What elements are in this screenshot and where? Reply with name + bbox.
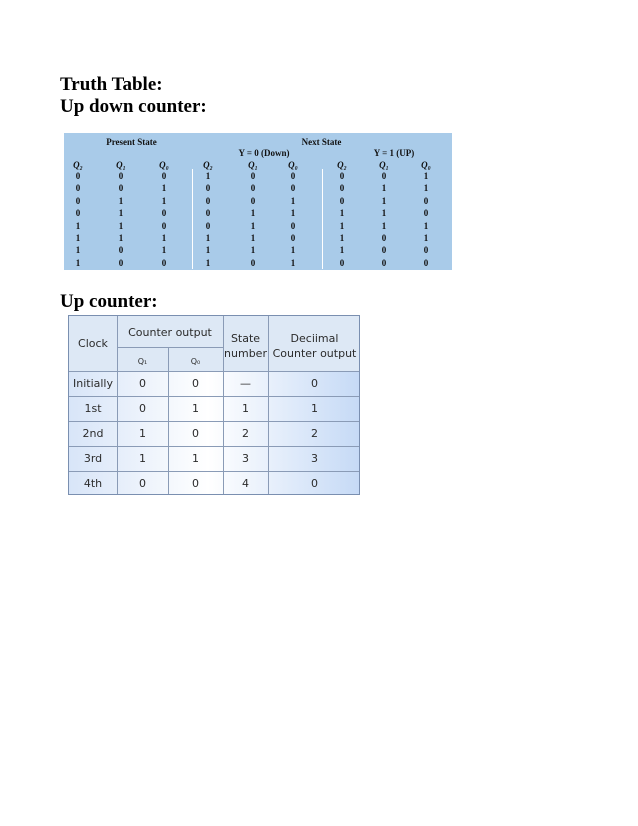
- table-cell: 1: [75, 257, 81, 268]
- column-header: Q₂: [337, 160, 347, 170]
- table-cell: 1: [205, 171, 211, 181]
- column-divider: [168, 347, 169, 495]
- table-cell: 0: [205, 183, 211, 194]
- table-cell: 0: [290, 183, 296, 194]
- table-cell: 0: [139, 402, 146, 415]
- table-cell: 0: [311, 477, 318, 490]
- table-cell: 1: [339, 233, 345, 243]
- table-cell: 1: [75, 220, 81, 231]
- table-cell: 0: [161, 220, 167, 231]
- table-cell: 1: [192, 452, 199, 465]
- clock-cell: 1st: [84, 402, 102, 415]
- table-cell: 0: [192, 427, 199, 440]
- table-cell: 1: [118, 233, 124, 243]
- table-cell: 0: [118, 257, 124, 268]
- table-cell: 0: [75, 183, 81, 194]
- table-cell: 0: [381, 245, 387, 256]
- table-cell: 0: [161, 257, 167, 268]
- table-cell: 1: [161, 233, 167, 243]
- table-cell: 0: [339, 183, 345, 194]
- table-cell: 1: [250, 220, 256, 231]
- table-cell: 1: [423, 171, 429, 181]
- table-cell: 1: [311, 402, 318, 415]
- table-cell: 0: [161, 208, 167, 219]
- table-cell: 1: [205, 257, 211, 268]
- decimal-output-header-line1: Deciimal: [290, 332, 339, 345]
- column-header: Q₂: [73, 160, 83, 170]
- column-header: Q₁: [379, 160, 389, 170]
- table-cell: 1: [118, 195, 124, 206]
- column-header: Q₀: [421, 160, 431, 170]
- table-cell: 0: [75, 208, 81, 219]
- table-cell: 0: [339, 171, 345, 181]
- table-cell: 0: [192, 377, 199, 390]
- table-cell: 0: [118, 245, 124, 256]
- table-cell: 1: [381, 208, 387, 219]
- table-cell: 1: [381, 183, 387, 194]
- table-cell: 1: [75, 245, 81, 256]
- table-cell: 0: [139, 377, 146, 390]
- table-cell: 0: [161, 171, 167, 181]
- table-cell: 1: [192, 402, 199, 415]
- truth-table-heading: Truth Table:: [60, 74, 163, 95]
- present-next-divider: [192, 169, 193, 269]
- down-label: Y = 0 (Down): [238, 148, 290, 158]
- table-cell: 2: [242, 427, 249, 440]
- up-counter-heading: Up counter:: [60, 291, 158, 312]
- present-state-label: Present State: [106, 137, 157, 147]
- table-cell: 1: [339, 208, 345, 219]
- table-cell: 1: [161, 195, 167, 206]
- table-cell: 0: [423, 257, 429, 268]
- table-cell: 1: [339, 245, 345, 256]
- table-cell: 1: [205, 233, 211, 243]
- table-cell: 1: [250, 245, 256, 256]
- table-cell: 0: [339, 195, 345, 206]
- table-cell: 1: [423, 183, 429, 194]
- row-divider: [69, 396, 359, 397]
- next-state-label: Next State: [301, 137, 342, 147]
- table-cell: 0: [339, 257, 345, 268]
- table-cell: 1: [139, 427, 146, 440]
- up-label: Y = 1 (UP): [373, 148, 415, 158]
- table-cell: 1: [139, 452, 146, 465]
- down-up-divider: [322, 169, 323, 269]
- table-cell: 0: [381, 171, 387, 181]
- column-header: Q₀: [288, 160, 298, 170]
- table-cell: 1: [290, 195, 296, 206]
- row-divider: [69, 471, 359, 472]
- table-cell: 0: [423, 245, 429, 256]
- table-cell: 1: [290, 257, 296, 268]
- table-cell: 1: [290, 208, 296, 219]
- clock-cell: 4th: [83, 477, 103, 490]
- counter-output-header: Counter output: [128, 326, 212, 339]
- table-cell: 0: [250, 171, 256, 181]
- clock-cell: 2nd: [82, 427, 104, 440]
- table-cell: 1: [290, 245, 296, 256]
- table-cell: 0: [139, 477, 146, 490]
- table-cell: 0: [381, 233, 387, 243]
- table-cell: 0: [311, 377, 318, 390]
- q0-subheader: Q₀: [190, 357, 201, 366]
- table-cell: 3: [242, 452, 249, 465]
- table-cell: 0: [250, 257, 256, 268]
- table-cell: 1: [423, 233, 429, 243]
- table-cell: 0: [118, 171, 124, 181]
- table-cell: 1: [250, 208, 256, 219]
- decimal-output-header-line2: Counter output: [272, 347, 357, 360]
- table-cell: 1: [250, 233, 256, 243]
- header-divider: [69, 371, 359, 372]
- table-cell: 0: [205, 195, 211, 206]
- table-cell: 0: [192, 477, 199, 490]
- table-cell: 1: [75, 233, 81, 243]
- row-divider: [69, 421, 359, 422]
- up-down-counter-heading: Up down counter:: [60, 96, 207, 117]
- table-cell: 0: [205, 208, 211, 219]
- table-cell: 0: [423, 195, 429, 206]
- column-header: Q₂: [203, 160, 213, 170]
- table-cell: 0: [381, 257, 387, 268]
- table-cell: 0: [290, 220, 296, 231]
- table-cell: 1: [118, 208, 124, 219]
- table-cell: 0: [75, 195, 81, 206]
- table-cell: 0: [290, 171, 296, 181]
- table-cell: 1: [161, 245, 167, 256]
- q1-subheader: Q₁: [137, 357, 148, 366]
- table-cell: 0: [423, 208, 429, 219]
- column-header: Q₁: [116, 160, 126, 170]
- table-cell: 0: [250, 183, 256, 194]
- clock-cell: 3rd: [83, 452, 103, 465]
- column-header: Q₀: [159, 160, 169, 170]
- clock-cell: Initially: [72, 377, 113, 390]
- table-cell: 1: [381, 195, 387, 206]
- table-cell: 2: [311, 427, 318, 440]
- table-cell: 3: [311, 452, 318, 465]
- row-divider: [69, 446, 359, 447]
- table-cell: 0: [75, 171, 81, 181]
- counter-output-divider: [117, 347, 223, 348]
- table-cell: —: [240, 377, 251, 390]
- state-number-header-line2: number: [224, 347, 267, 360]
- table-cell: 0: [205, 220, 211, 231]
- up-counter-table: [68, 315, 360, 495]
- column-header: Q₁: [248, 160, 258, 170]
- table-cell: 1: [205, 245, 211, 256]
- table-cell: 1: [161, 183, 167, 194]
- table-cell: 1: [242, 402, 249, 415]
- table-cell: 1: [118, 220, 124, 231]
- up-down-counter-table: [64, 133, 452, 270]
- table-cell: 0: [118, 183, 124, 194]
- clock-header: Clock: [78, 337, 108, 350]
- table-cell: 0: [250, 195, 256, 206]
- table-cell: 0: [290, 233, 296, 243]
- table-cell: 1: [381, 220, 387, 231]
- table-cell: 1: [423, 220, 429, 231]
- table-cell: 4: [242, 477, 249, 490]
- state-number-header-line1: State: [230, 332, 261, 345]
- table-cell: 1: [339, 220, 345, 231]
